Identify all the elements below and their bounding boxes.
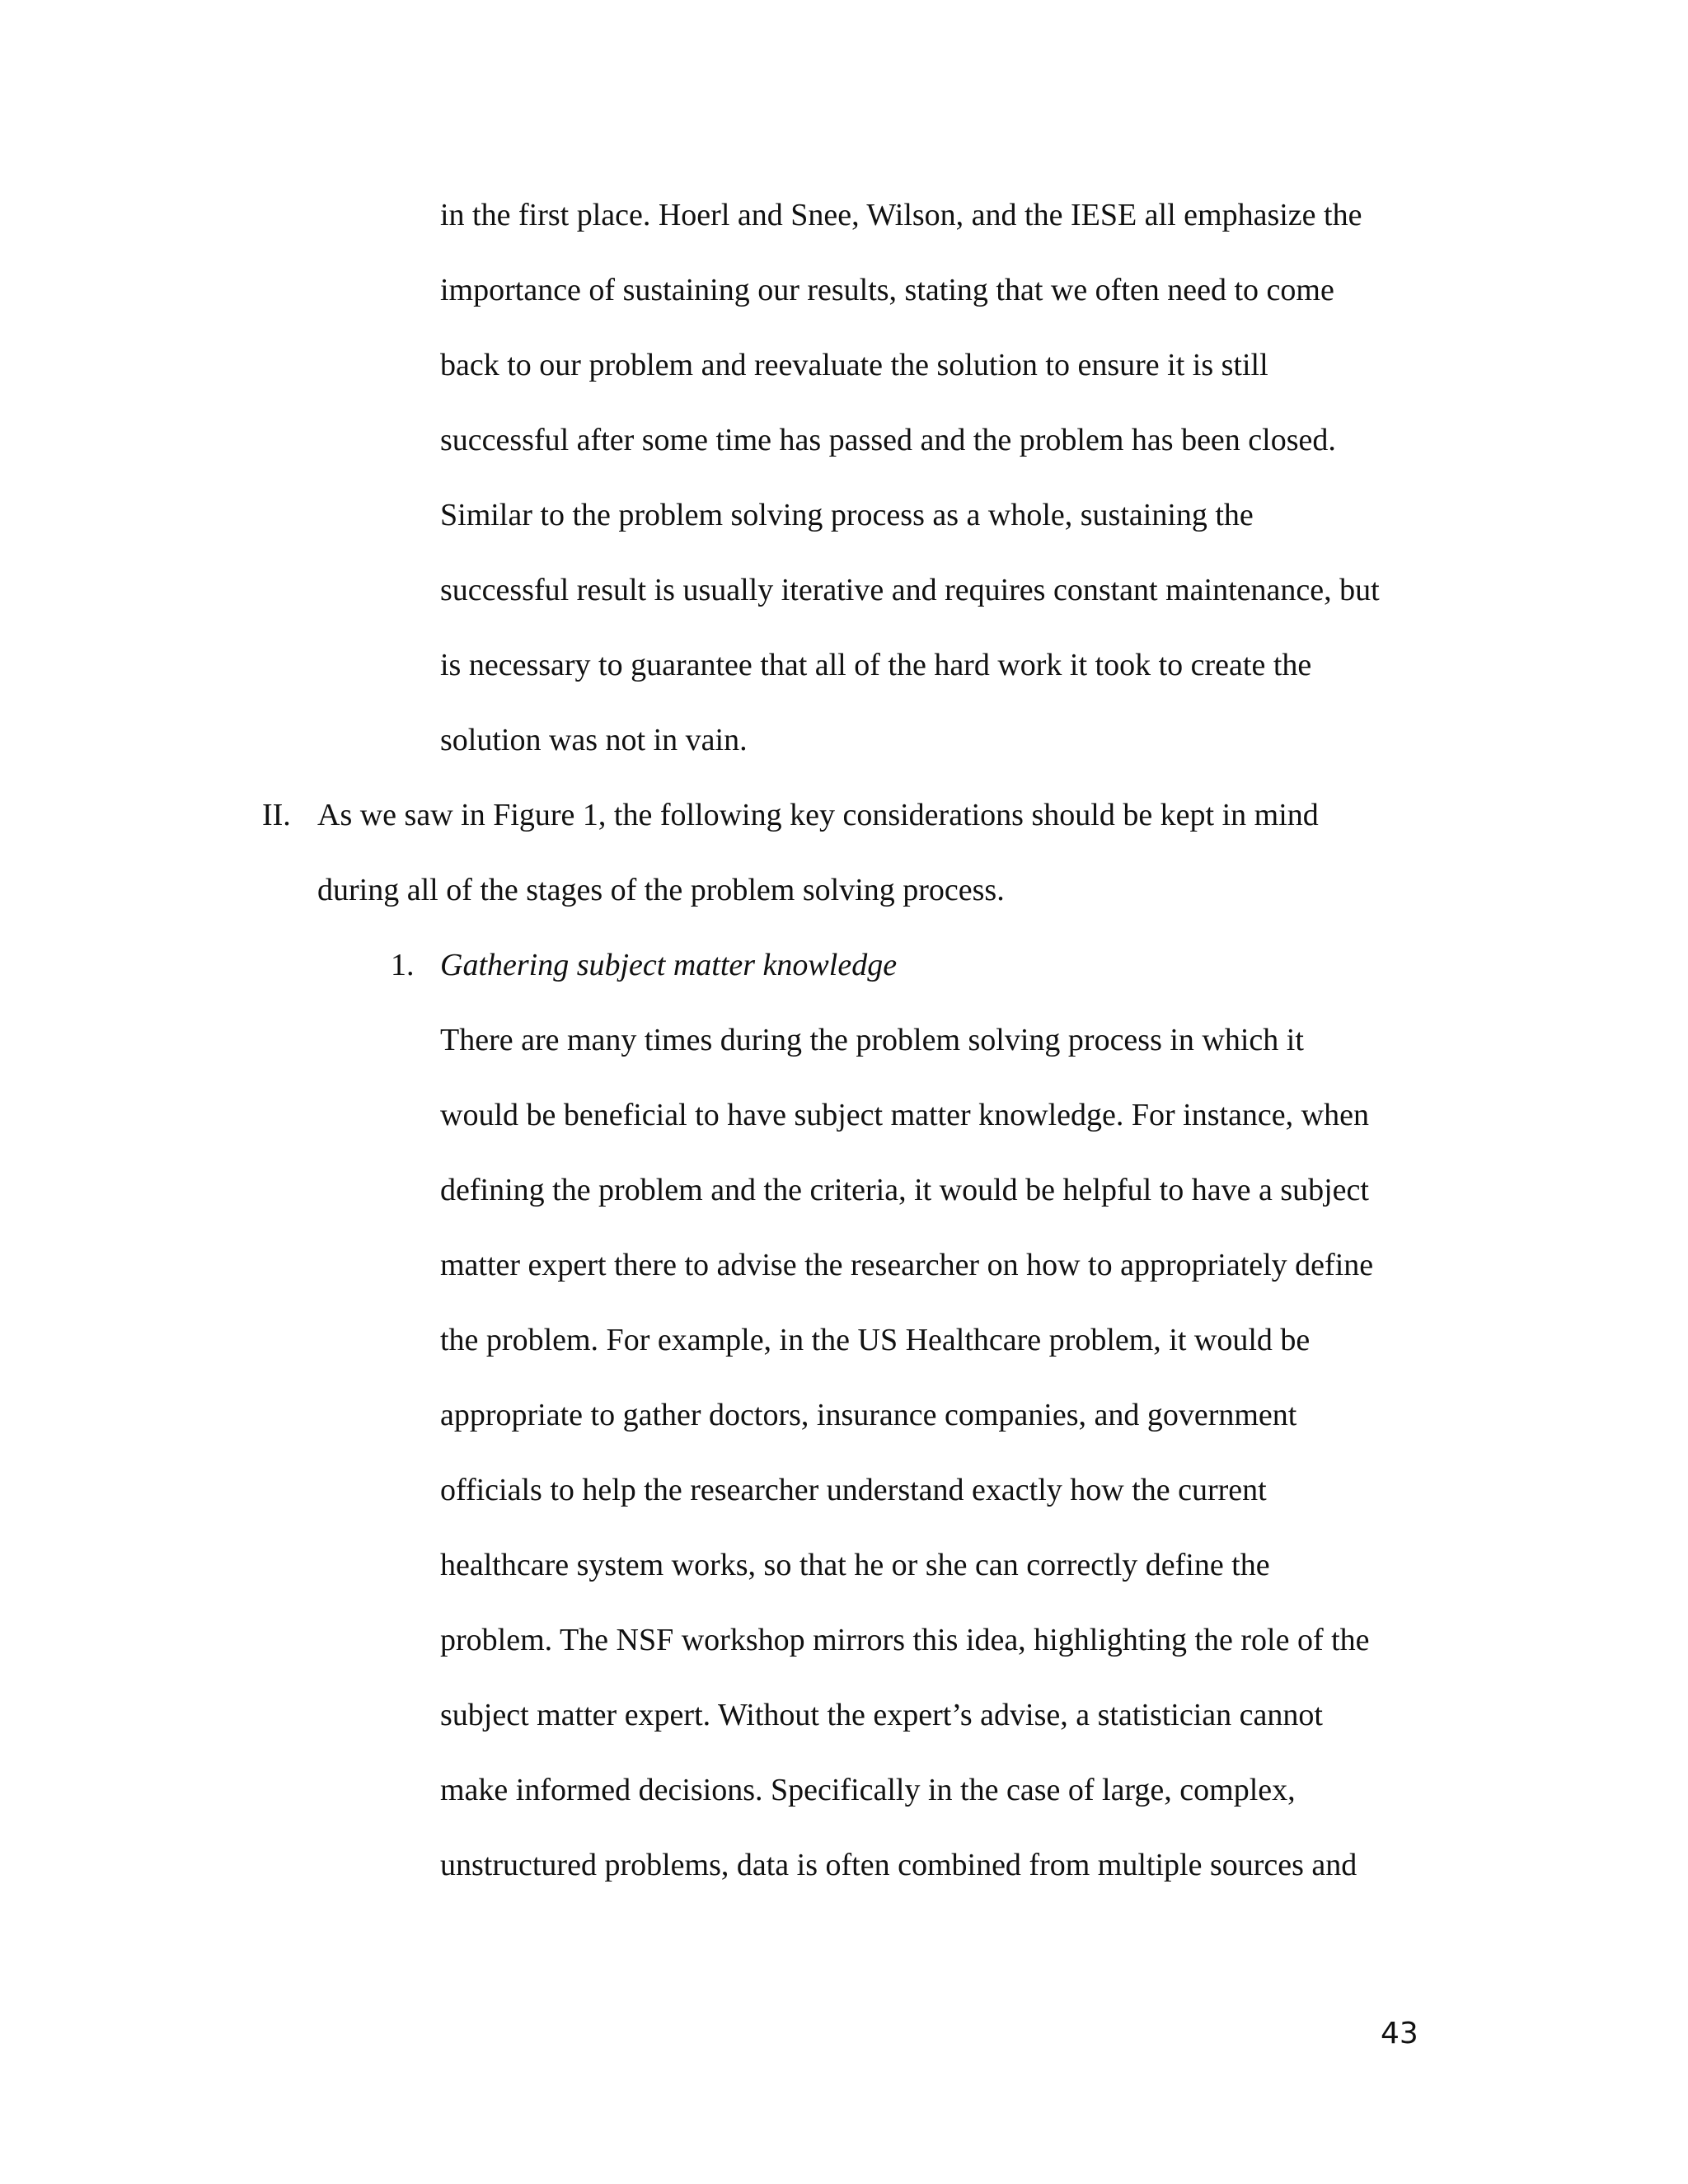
paragraph-line: would be beneficial to have subject matter knowledge. For instance, when	[440, 1098, 1369, 1132]
paragraph-line: matter expert there to advise the researcher on how to appropriately define	[440, 1248, 1374, 1282]
paragraph-line: subject matter expert. Without the expert’s advise, a statistician cannot	[440, 1698, 1323, 1732]
section-line: As we saw in Figure 1, the following key considerations should be kept in mind	[317, 798, 1319, 832]
paragraph-line: There are many times during the problem solving process in which it	[440, 1023, 1304, 1057]
paragraph-line: the problem. For example, in the US Healthcare problem, it would be	[440, 1323, 1311, 1357]
paragraph-line: problem. The NSF workshop mirrors this idea, highlighting the role of the	[440, 1623, 1370, 1657]
section-numeral: II.	[262, 798, 291, 832]
list-item-number: 1.	[391, 948, 415, 982]
paragraph-line: Similar to the problem solving process as a whole, sustaining the	[440, 498, 1254, 532]
paragraph-line: back to our problem and reevaluate the solution to ensure it is still	[440, 348, 1268, 382]
paragraph-line: healthcare system works, so that he or she can correctly define the	[440, 1548, 1270, 1582]
paragraph-line: make informed decisions. Specifically in the case of large, complex,	[440, 1773, 1296, 1807]
page-number: 43	[1381, 2017, 1418, 2050]
paragraph-line: successful after some time has passed and the problem has been closed.	[440, 423, 1336, 457]
section-line: during all of the stages of the problem solving process.	[317, 873, 1005, 907]
list-item-heading: Gathering subject matter knowledge	[440, 948, 898, 982]
paragraph-line: solution was not in vain.	[440, 723, 748, 757]
paragraph-line: unstructured problems, data is often combined from multiple sources and	[440, 1848, 1357, 1882]
paragraph-line: is necessary to guarantee that all of the hard work it took to create the	[440, 648, 1312, 682]
paragraph-line: defining the problem and the criteria, it would be helpful to have a subject	[440, 1173, 1369, 1207]
paragraph-line: appropriate to gather doctors, insurance companies, and government	[440, 1398, 1297, 1432]
paragraph-line: importance of sustaining our results, stating that we often need to come	[440, 273, 1334, 307]
paragraph-line: successful result is usually iterative and requires constant maintenance, but	[440, 573, 1380, 607]
paragraph-line: in the first place. Hoerl and Snee, Wilson, and the IESE all emphasize the	[440, 198, 1362, 232]
paragraph-line: officials to help the researcher understand exactly how the current	[440, 1473, 1267, 1507]
